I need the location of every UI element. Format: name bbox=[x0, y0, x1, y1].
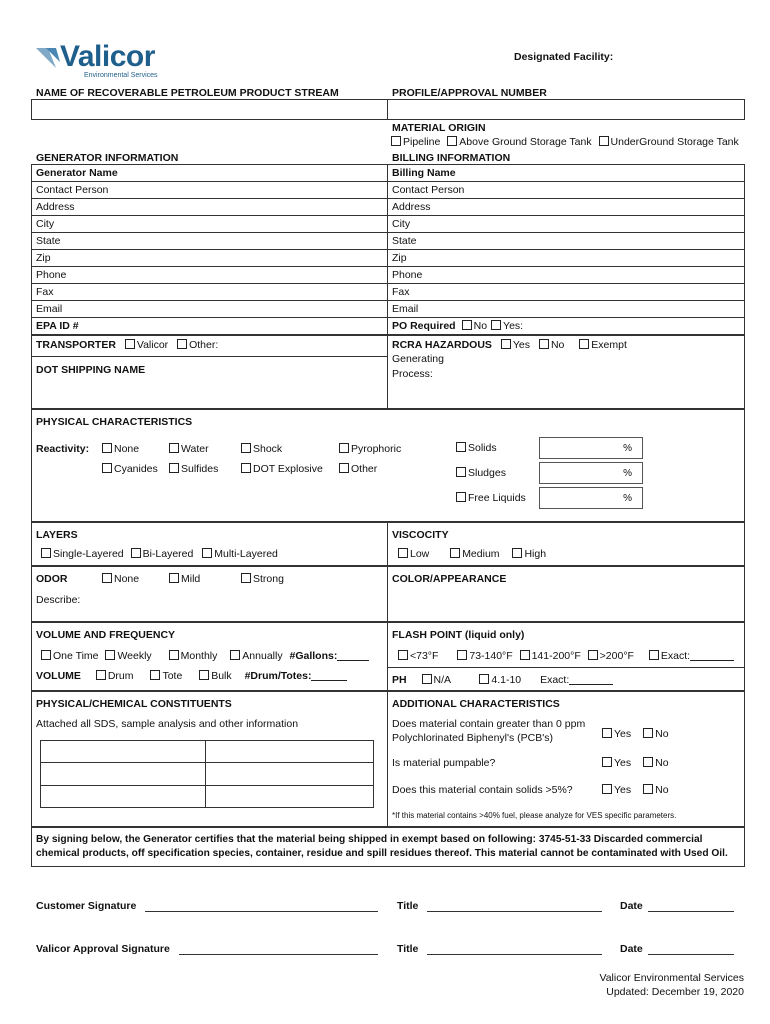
phase-1-checkbox[interactable] bbox=[456, 467, 466, 477]
reactivity-0: None bbox=[102, 443, 139, 455]
reactivity-0-checkbox[interactable] bbox=[102, 443, 112, 453]
flash-exact-checkbox[interactable] bbox=[649, 650, 659, 660]
viscosity-options: Low Medium High bbox=[398, 548, 546, 560]
flash-lt73-checkbox[interactable] bbox=[398, 650, 408, 660]
additional-yes-checkbox[interactable] bbox=[602, 757, 612, 767]
layers-options: Single-Layered Bi-Layered Multi-Layered bbox=[41, 548, 278, 560]
above-ground-checkbox[interactable] bbox=[447, 136, 457, 146]
reactivity2-0-checkbox[interactable] bbox=[102, 463, 112, 473]
reactivity-3: Pyrophoric bbox=[339, 443, 401, 455]
odor-strong-checkbox[interactable] bbox=[241, 573, 251, 583]
volume-frequency-options: One Time Weekly Monthly Annually #Gallons: bbox=[41, 650, 369, 662]
customer-signature-line[interactable] bbox=[145, 911, 378, 912]
viscosity-medium-checkbox[interactable] bbox=[450, 548, 460, 558]
date-label-1: Date bbox=[620, 900, 643, 912]
billing-title: BILLING INFORMATION bbox=[392, 152, 511, 164]
approval-signature-label: Valicor Approval Signature bbox=[36, 943, 170, 955]
rcra-exempt-checkbox[interactable] bbox=[579, 339, 589, 349]
phase-percent-field[interactable]: % bbox=[539, 487, 643, 509]
generator-field-1[interactable]: Contact Person bbox=[36, 184, 109, 196]
billing-field-1[interactable]: Contact Person bbox=[392, 184, 465, 196]
additional-title: ADDITIONAL CHARACTERISTICS bbox=[392, 698, 560, 710]
footer-company: Valicor Environmental Services bbox=[599, 972, 744, 984]
billing-field-6[interactable]: Phone bbox=[392, 269, 423, 281]
phase-0-checkbox[interactable] bbox=[456, 442, 466, 452]
pcb-question-1: Does material contain greater than 0 ppm bbox=[392, 718, 586, 730]
reactivity-1: Water bbox=[169, 443, 209, 455]
flash-73-140-checkbox[interactable] bbox=[457, 650, 467, 660]
transporter-valicor-checkbox[interactable] bbox=[125, 339, 135, 349]
generator-field-9[interactable]: EPA ID # bbox=[36, 320, 79, 332]
odor-none-checkbox[interactable] bbox=[102, 573, 112, 583]
additional-yes-checkbox[interactable] bbox=[602, 728, 612, 738]
single-layered-checkbox[interactable] bbox=[41, 548, 51, 558]
monthly-checkbox[interactable] bbox=[169, 650, 179, 660]
po-no-checkbox[interactable] bbox=[462, 320, 472, 330]
footer-updated: Updated: December 19, 2020 bbox=[606, 986, 744, 998]
reactivity2-0: Cyanides bbox=[102, 463, 158, 475]
ph-range-checkbox[interactable] bbox=[479, 674, 489, 684]
viscosity-high-checkbox[interactable] bbox=[512, 548, 522, 558]
solids-question: Does this material contain solids >5%? bbox=[392, 784, 573, 796]
generating-label: Generating bbox=[392, 353, 444, 365]
dot-shipping-label: DOT SHIPPING NAME bbox=[36, 364, 146, 376]
odor-none: None bbox=[102, 573, 139, 585]
physical-title: PHYSICAL CHARACTERISTICS bbox=[36, 416, 193, 428]
odor-mild: Mild bbox=[169, 573, 200, 585]
flash-141-200-checkbox[interactable] bbox=[520, 650, 530, 660]
title-label-2: Title bbox=[397, 943, 419, 955]
volume-drum-checkbox[interactable] bbox=[96, 670, 106, 680]
certification-text: By signing below, the Generator certifies that the material being shipped in exempt based on following: 3745-51-33 Discarded commercial chemical products, off specification species, container, residue and spill residues thereof. This material cannot be contaminated with Used Oil. bbox=[36, 834, 728, 859]
ph-exact-field[interactable] bbox=[569, 674, 613, 685]
reactivity-label: Reactivity: bbox=[36, 443, 90, 455]
billing-field-5[interactable]: Zip bbox=[392, 252, 407, 264]
po-yes-checkbox[interactable] bbox=[491, 320, 501, 330]
volume-tote-checkbox[interactable] bbox=[150, 670, 160, 680]
date-label-2: Date bbox=[620, 943, 643, 955]
reactivity2-2: DOT Explosive bbox=[241, 463, 323, 475]
date-line-1[interactable] bbox=[648, 911, 734, 912]
product-stream-field[interactable] bbox=[31, 99, 745, 120]
additional-no-checkbox[interactable] bbox=[643, 757, 653, 767]
flash-point-title: FLASH POINT (liquid only) bbox=[392, 629, 525, 641]
flash-exact-field[interactable] bbox=[690, 650, 734, 661]
pipeline-checkbox[interactable] bbox=[391, 136, 401, 146]
billing-field-7[interactable]: Fax bbox=[392, 286, 410, 298]
flash-gt200-checkbox[interactable] bbox=[588, 650, 598, 660]
constituents-note: Attached all SDS, sample analysis and other information bbox=[36, 718, 299, 730]
phase-0: Solids bbox=[456, 442, 497, 454]
generator-field-8[interactable]: Email bbox=[36, 303, 63, 315]
pcb-question-2: Polychlorinated Biphenyl's (PCB's) bbox=[392, 732, 553, 744]
reactivity2-1-checkbox[interactable] bbox=[169, 463, 179, 473]
transporter-row: TRANSPORTER Valicor Other: bbox=[36, 339, 219, 351]
odor-describe: Describe: bbox=[36, 594, 81, 606]
reactivity-1-checkbox[interactable] bbox=[169, 443, 179, 453]
material-origin-title: MATERIAL ORIGIN bbox=[392, 122, 486, 134]
generator-field-3[interactable]: City bbox=[36, 218, 55, 230]
color-title: COLOR/APPEARANCE bbox=[392, 573, 507, 585]
layers-title: LAYERS bbox=[36, 529, 78, 541]
generator-field-4[interactable]: State bbox=[36, 235, 61, 247]
viscosity-title: VISCOCITY bbox=[392, 529, 449, 541]
logo-sub: Environmental Services bbox=[84, 72, 158, 79]
generator-field-2[interactable]: Address bbox=[36, 201, 75, 213]
reactivity2-3-checkbox[interactable] bbox=[339, 463, 349, 473]
additional-footnote: *If this material contains >40% fuel, please analyze for VES specific parameters. bbox=[392, 811, 677, 820]
odor-title: ODOR bbox=[36, 573, 68, 585]
volume-row: VOLUME Drum Tote Bulk #Drum/Totes: bbox=[36, 670, 347, 682]
designated-facility-label: Designated Facility: bbox=[514, 51, 614, 63]
yes-no-pair: Yes No bbox=[602, 757, 669, 769]
odor-mild-checkbox[interactable] bbox=[169, 573, 179, 583]
approval-signature-line[interactable] bbox=[179, 954, 378, 955]
generator-field-7[interactable]: Fax bbox=[36, 286, 54, 298]
rcra-yes-checkbox[interactable] bbox=[501, 339, 511, 349]
date-line-2[interactable] bbox=[648, 954, 734, 955]
phase-2-checkbox[interactable] bbox=[456, 492, 466, 502]
annually-checkbox[interactable] bbox=[230, 650, 240, 660]
volume-bulk-checkbox[interactable] bbox=[199, 670, 209, 680]
product-stream-label: NAME OF RECOVERABLE PETROLEUM PRODUCT STREAM bbox=[36, 87, 339, 99]
billing-field-2[interactable]: Address bbox=[392, 201, 431, 213]
yes-no-pair: Yes No bbox=[602, 784, 669, 796]
material-origin-options: Pipeline Above Ground Storage Tank UnderGround Storage Tank bbox=[391, 136, 739, 148]
billing-field-4[interactable]: State bbox=[392, 235, 417, 247]
rcra-row: RCRA HAZARDOUS Yes No Exempt bbox=[392, 339, 627, 351]
gallons-field[interactable] bbox=[337, 650, 369, 661]
billing-field-3[interactable]: City bbox=[392, 218, 411, 230]
one-time-checkbox[interactable] bbox=[41, 650, 51, 660]
profile-label: PROFILE/APPROVAL NUMBER bbox=[392, 87, 547, 99]
billing-field-8[interactable]: Email bbox=[392, 303, 419, 315]
drum-totes-field[interactable] bbox=[311, 670, 347, 681]
volume-frequency-title: VOLUME AND FREQUENCY bbox=[36, 629, 176, 641]
weekly-checkbox[interactable] bbox=[105, 650, 115, 660]
bi-layered-checkbox[interactable] bbox=[131, 548, 141, 558]
underground-checkbox[interactable] bbox=[599, 136, 609, 146]
reactivity2-1: Sulfides bbox=[169, 463, 218, 475]
billing-field-0[interactable]: Billing Name bbox=[392, 167, 456, 179]
customer-signature-label: Customer Signature bbox=[36, 900, 137, 912]
reactivity-3-checkbox[interactable] bbox=[339, 443, 349, 453]
additional-no-checkbox[interactable] bbox=[643, 728, 653, 738]
process-label: Process: bbox=[392, 368, 433, 380]
generator-field-5[interactable]: Zip bbox=[36, 252, 51, 264]
phase-percent-field[interactable]: % bbox=[539, 437, 643, 459]
po-required-row: PO Required No Yes: bbox=[392, 320, 524, 332]
phase-2: Free Liquids bbox=[456, 492, 526, 504]
generator-field-6[interactable]: Phone bbox=[36, 269, 67, 281]
generator-title: GENERATOR INFORMATION bbox=[36, 152, 179, 164]
transporter-other-checkbox[interactable] bbox=[177, 339, 187, 349]
constituents-table[interactable] bbox=[40, 740, 374, 808]
viscosity-low-checkbox[interactable] bbox=[398, 548, 408, 558]
title-line-1[interactable] bbox=[427, 911, 602, 912]
constituents-title: PHYSICAL/CHEMICAL CONSTITUENTS bbox=[36, 698, 232, 710]
additional-no-checkbox[interactable] bbox=[643, 784, 653, 794]
flash-point-options: <73°F 73-140°F 141-200°F >200°F Exact: bbox=[398, 650, 734, 662]
reactivity2-2-checkbox[interactable] bbox=[241, 463, 251, 473]
additional-yes-checkbox[interactable] bbox=[602, 784, 612, 794]
logo-name: Valicor bbox=[60, 40, 155, 73]
rcra-no-checkbox[interactable] bbox=[539, 339, 549, 349]
reactivity-2: Shock bbox=[241, 443, 282, 455]
title-line-2[interactable] bbox=[427, 954, 602, 955]
phase-1: Sludges bbox=[456, 467, 506, 479]
phase-percent-field[interactable]: % bbox=[539, 462, 643, 484]
odor-strong: Strong bbox=[241, 573, 284, 585]
multi-layered-checkbox[interactable] bbox=[202, 548, 212, 558]
reactivity2-3: Other bbox=[339, 463, 377, 475]
ph-na-checkbox[interactable] bbox=[422, 674, 432, 684]
yes-no-pair: Yes No bbox=[602, 728, 669, 740]
generator-field-0[interactable]: Generator Name bbox=[36, 167, 118, 179]
pumpable-question: Is material pumpable? bbox=[392, 757, 496, 769]
title-label-1: Title bbox=[397, 900, 419, 912]
ph-row: PH N/A 4.1-10 Exact: bbox=[392, 674, 613, 686]
reactivity-2-checkbox[interactable] bbox=[241, 443, 251, 453]
